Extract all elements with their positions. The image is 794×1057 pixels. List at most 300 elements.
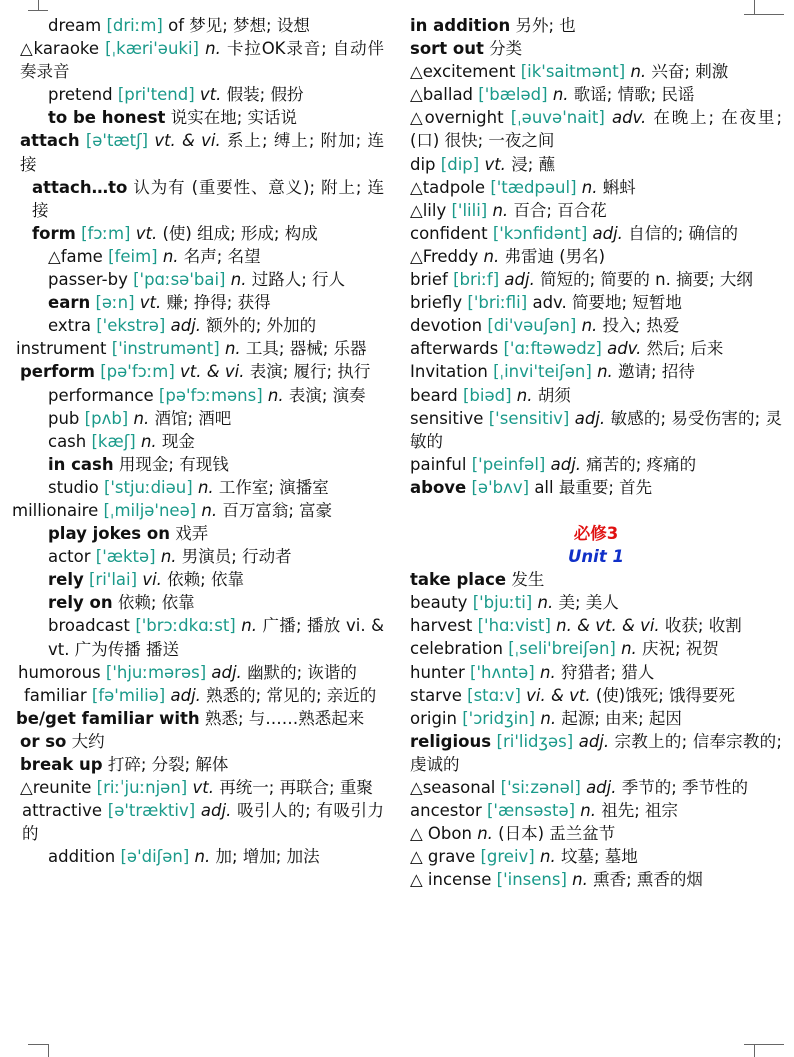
vocab-entry [12, 384, 384, 407]
entry-definition: 坟墓; 墓地 [560, 847, 638, 867]
entry-definition: 美; 美人 [558, 593, 619, 613]
entry-pos: vi. & vt. [526, 685, 591, 705]
entry-word: rely [48, 570, 84, 590]
entry-pos: n. & vt. & vi. [556, 616, 660, 636]
entry-definition: 卡拉OK录音; 自动伴奏录音 [20, 39, 385, 82]
vocab-entry [410, 453, 782, 476]
vocab-list-unit1 [410, 568, 782, 891]
entry-phonetic: [riːˈjuːnjən] [96, 778, 188, 798]
entry-phonetic: [driːm] [106, 16, 163, 35]
entry-word: △karaoke [20, 39, 100, 59]
entry-word: afterwards [410, 339, 499, 359]
vocab-entry [410, 106, 782, 152]
entry-phonetic: ['æktə] [95, 547, 156, 567]
vocab-entry [410, 407, 782, 453]
entry-word: earn [48, 293, 91, 313]
entry-phonetic: ['kɔnfidənt] [492, 223, 588, 243]
entry-word: be/get familiar with [16, 708, 200, 728]
crop-mark [744, 1044, 784, 1045]
vocab-entry [12, 430, 384, 453]
entry-phonetic: [ə'træktiv] [107, 801, 196, 821]
entry-pos: n. [230, 270, 247, 290]
vocab-entry [410, 822, 782, 845]
entry-word: Invitation [410, 362, 488, 382]
entry-definition: 收获; 收割 [664, 616, 742, 636]
vocab-entry [12, 799, 384, 845]
entry-definition: 赚; 挣得; 获得 [166, 293, 271, 313]
entry-phonetic: ['pɑːsə'bai] [133, 270, 226, 290]
entry-word: form [32, 223, 76, 243]
entry-word: sensitive [410, 408, 484, 428]
entry-definition: 自信的; 确信的 [628, 223, 738, 243]
entry-pos: adj. [200, 801, 232, 821]
entry-word: broadcast [48, 616, 130, 636]
entry-pos: adj. [170, 316, 202, 336]
entry-definition: 分类 [489, 39, 523, 59]
entry-definition: 胡须 [537, 385, 571, 405]
entry-definition: 广播; 播放 vi. & vt. 广为传播 播送 [48, 616, 384, 659]
entry-phonetic: [ˌinvi'teiʃən] [493, 362, 592, 382]
entry-word: performance [48, 385, 154, 405]
entry-phonetic: ['instrumənt] [111, 339, 220, 359]
vocab-entry [12, 499, 384, 522]
entry-definition: 系上; 缚上; 附加; 连接 [20, 131, 384, 174]
entry-definition: 祖先; 祖宗 [601, 801, 679, 821]
vocab-entry [410, 360, 782, 383]
entry-pos: n. [572, 870, 588, 890]
entry-phonetic: ['lili] [451, 200, 488, 220]
entry-pos: vt. & vi. [154, 131, 221, 151]
vocab-entry [12, 476, 384, 499]
entry-phonetic: ['sensitiv] [488, 408, 570, 428]
entry-phonetic: [ˌkæri'əuki] [105, 39, 199, 59]
entry-definition: 邀请; 招待 [618, 362, 695, 382]
entry-definition: 简短的; 简要的 n. 摘要; 大纲 [540, 270, 753, 290]
unit-title: Unit 1 [568, 547, 624, 567]
vocab-entry [12, 522, 384, 545]
entry-word: pub [48, 408, 80, 428]
entry-definition: 痛苦的; 疼痛的 [586, 454, 697, 474]
entry-pos: n. [580, 801, 596, 821]
entry-definition: 浸; 蘸 [511, 154, 555, 174]
entry-word: briefly [410, 293, 463, 313]
entry-pos: n. [201, 500, 218, 520]
entry-word: △reunite [20, 778, 92, 798]
entry-definition: 投入; 热爱 [602, 316, 680, 336]
entry-pos: n. [160, 547, 177, 567]
entry-pos: adj. [586, 778, 617, 797]
vocab-entry [12, 661, 384, 684]
entry-definition: 兴奋; 刺激 [651, 62, 729, 82]
entry-definition: 百合; 百合花 [513, 200, 607, 220]
vocab-entry [410, 14, 782, 37]
entry-word: painful [410, 454, 467, 474]
entry-word: humorous [18, 662, 101, 682]
entry-pos: n. [267, 385, 284, 405]
entry-pos: adj. [211, 662, 242, 682]
entry-definition: 额外的; 外加的 [206, 316, 317, 336]
entry-word: religious [410, 731, 492, 751]
entry-pos: adj. [578, 731, 610, 751]
crop-mark [28, 1044, 48, 1045]
vocab-entry [410, 222, 782, 245]
entry-phonetic: [briːf] [453, 270, 500, 290]
entry-word: take place [410, 570, 507, 590]
entry-word: dream [48, 16, 102, 35]
entry-word: break up [20, 755, 103, 774]
entry-phonetic: [fə'miliə] [91, 685, 166, 705]
entry-definition: 依赖; 依靠 [117, 593, 195, 613]
vocab-entry [12, 360, 384, 383]
entry-word: △tadpole [410, 177, 486, 197]
entry-word: △ballad [410, 85, 474, 105]
vocab-entry [410, 37, 782, 60]
vocab-entry [410, 776, 782, 799]
entry-phonetic: [fɔːm] [81, 223, 131, 243]
entry-pos: n. [552, 85, 569, 105]
entry-word: starve [410, 685, 462, 705]
entry-phonetic: ['insens] [496, 870, 567, 890]
entry-word: sort out [410, 39, 484, 59]
entry-phonetic: [ik'saitmənt] [520, 62, 626, 82]
entry-definition: 酒馆; 酒吧 [154, 408, 232, 428]
entry-phonetic: [ˌseli'breiʃən] [508, 639, 616, 659]
vocab-entry [12, 245, 384, 268]
entry-definition: 起源; 由来; 起因 [561, 708, 682, 728]
entry-definition: 熟悉的; 常见的; 亲近的 [206, 685, 377, 705]
entry-pos: adj. [504, 270, 535, 290]
vocab-entry [410, 337, 782, 360]
entry-phonetic: ['hʌntə] [470, 662, 535, 682]
entry-word: dip [410, 154, 436, 174]
entry-definition: 百万富翁; 富豪 [222, 500, 333, 520]
entry-word: cash [48, 431, 87, 451]
vocab-entry [12, 591, 384, 614]
entry-pos: vt. [192, 778, 214, 798]
entry-phonetic: ['hjuːmərəs] [105, 662, 207, 682]
entry-definition: 名声; 名望 [183, 246, 261, 266]
entry-word: above [410, 477, 467, 497]
entry-phonetic: [greiv] [480, 847, 535, 867]
entry-word: beauty [410, 593, 468, 613]
entry-definition: 打碎; 分裂; 解体 [107, 755, 229, 774]
entry-definition: 宗教上的; 信奉宗教的; 虔诚的 [410, 731, 782, 774]
vocab-entry [410, 614, 782, 637]
vocab-entry [410, 868, 782, 891]
vocab-list-top [410, 14, 782, 499]
vocab-entry [12, 453, 384, 476]
entry-word: △excitement [410, 62, 516, 82]
vocab-entry [410, 730, 782, 776]
vocab-entry [410, 291, 782, 314]
entry-definition: 狩猎者; 猎人 [560, 662, 655, 682]
entry-definition: adv. 简要地; 短暂地 [532, 293, 682, 313]
entry-definition: 加; 增加; 加法 [215, 847, 320, 867]
entry-definition: 现金 [161, 431, 195, 451]
entry-pos: adv. [607, 339, 642, 359]
entry-phonetic: [pə'fɔːməns] [158, 385, 263, 405]
entry-word: rely on [48, 593, 113, 613]
entry-word: in addition [410, 16, 511, 35]
entry-pos: n. [477, 824, 493, 844]
entry-pos: n. [516, 385, 533, 405]
entry-pos: n. [133, 408, 150, 428]
vocab-entry [410, 314, 782, 337]
entry-definition: 然后; 后来 [646, 339, 724, 359]
entry-phonetic: [ˌəuvə'nait] [510, 108, 605, 128]
vocab-entry [12, 730, 384, 753]
vocab-entry [410, 845, 782, 868]
entry-pos: vi. [142, 570, 162, 590]
vocab-entry [12, 222, 384, 245]
entry-word: origin [410, 708, 457, 728]
entry-definition: 认为有 (重要性、意义); 附上; 连接 [32, 177, 384, 220]
entry-word: △lily [410, 200, 447, 220]
vocab-entry [410, 176, 782, 199]
entry-definition: 在晚上; 在夜里; (口) 很快; 一夜之间 [410, 108, 783, 151]
entry-pos: n. [197, 477, 214, 497]
entry-word: to be honest [48, 108, 166, 128]
entry-pos: adj. [574, 408, 606, 428]
entry-definition: 表演; 演奏 [288, 385, 366, 405]
entry-definition: 季节的; 季节性的 [621, 778, 749, 797]
entry-definition: 发生 [511, 570, 545, 590]
entry-phonetic: ['siːzənəl] [500, 778, 581, 797]
entry-phonetic: ['bæləd] [478, 85, 548, 105]
entry-definition: 用现金; 有现钱 [118, 454, 229, 474]
entry-definition: (使)饿死; 饿得要死 [595, 685, 736, 705]
vocab-entry [12, 845, 384, 868]
entry-pos: n. [205, 39, 221, 59]
entry-definition: 戏弄 [175, 524, 209, 544]
vocab-entry [12, 129, 384, 175]
entry-phonetic: [ə'tætʃ] [85, 131, 149, 151]
vocab-entry [12, 37, 384, 83]
entry-pos: n. [241, 616, 257, 636]
entry-word: instrument [16, 339, 107, 359]
entry-pos: vt. [139, 293, 162, 313]
entry-word: △ grave [410, 847, 476, 867]
entry-word: brief [410, 270, 448, 290]
entry-pos: n. [483, 246, 500, 266]
entry-pos: adj. [592, 223, 623, 243]
entry-word: attractive [22, 801, 102, 821]
entry-word: actor [48, 547, 91, 567]
section-title: 必修3 [573, 523, 619, 543]
vocab-entry [410, 268, 782, 291]
entry-word: △fame [48, 246, 103, 266]
entry-pos: n. [581, 177, 598, 197]
crop-mark [28, 10, 48, 11]
entry-word: millionaire [12, 500, 99, 520]
vocab-entry [12, 614, 384, 660]
vocab-entry [12, 753, 384, 776]
vocab-entry [12, 707, 384, 730]
entry-definition: 工具; 器械; 乐器 [245, 339, 367, 359]
entry-phonetic: [ˌmiljə'neə] [103, 500, 197, 520]
entry-phonetic: ['ekstrə] [96, 316, 166, 336]
entry-word: play jokes on [48, 524, 170, 544]
entry-pos: n. [540, 662, 556, 682]
entry-definition: 熟悉; 与……熟悉起来 [204, 708, 365, 728]
entry-pos: adv. [611, 108, 647, 128]
entry-phonetic: [kæʃ] [91, 431, 136, 451]
vocab-entry [410, 637, 782, 660]
vocab-entry [410, 199, 782, 222]
entry-word: △seasonal [410, 778, 496, 797]
entry-word: pretend [48, 85, 113, 105]
entry-definition: 熏香; 熏香的烟 [593, 870, 703, 890]
entry-definition: 男演员; 行动者 [181, 547, 292, 567]
vocab-entry [12, 684, 384, 707]
entry-pos: n. [581, 316, 598, 336]
entry-definition: 庆祝; 祝贺 [642, 639, 719, 659]
crop-mark [754, 1044, 755, 1057]
vocab-entry [410, 476, 782, 499]
entry-phonetic: [pʌb] [84, 408, 129, 428]
entry-definition: 说实在地; 实话说 [170, 108, 298, 128]
entry-phonetic: ['ænsəstə] [487, 801, 576, 821]
entry-pos: n. [194, 847, 211, 867]
entry-phonetic: [di'vəuʃən] [487, 316, 577, 336]
entry-pos: n. [224, 339, 241, 359]
vocab-entry [12, 776, 384, 799]
vocab-entry [12, 268, 384, 291]
vocab-entry [410, 661, 782, 684]
entry-pos: n. [621, 639, 637, 659]
entry-definition: 敏感的; 易受伤害的; 灵敏的 [410, 408, 783, 451]
left-vocab-column [12, 14, 384, 868]
vocab-entry [410, 799, 782, 822]
vocab-entry [410, 153, 782, 176]
entry-definition: 大约 [71, 731, 105, 751]
entry-word: passer-by [48, 270, 128, 290]
entry-phonetic: [ə'diʃən] [120, 847, 190, 867]
entry-phonetic: [feim] [108, 246, 158, 266]
entry-word: perform [20, 362, 95, 382]
entry-word: familiar [24, 685, 87, 705]
entry-phonetic: ['brɔːdkɑːst] [135, 616, 236, 636]
entry-phonetic: [stɑːv] [467, 685, 521, 705]
entry-pos: adj. [170, 685, 201, 705]
vocab-entry [410, 245, 782, 268]
entry-word: studio [48, 477, 99, 497]
entry-phonetic: ['ɔridʒin] [462, 708, 536, 728]
entry-definition: all 最重要; 首先 [534, 477, 653, 497]
entry-phonetic: [pri'tend] [117, 85, 195, 105]
entry-definition: 吸引人的; 有吸引力的 [22, 801, 385, 844]
entry-word: celebration [410, 639, 503, 659]
vocab-entry [410, 707, 782, 730]
right-vocab-column [410, 14, 782, 891]
entry-word: ancestor [410, 801, 482, 821]
entry-phonetic: [ə'bʌv] [471, 477, 530, 497]
entry-definition: 表演; 履行; 执行 [249, 362, 371, 382]
entry-word: in cash [48, 454, 114, 474]
crop-mark [754, 0, 755, 14]
entry-pos: adj. [550, 454, 582, 474]
vocab-entry [12, 314, 384, 337]
entry-definition: 歌谣; 情歌; 民谣 [573, 85, 695, 105]
entry-pos: vt. [484, 154, 506, 174]
entry-word: △overnight [410, 108, 504, 128]
vocab-entry [410, 60, 782, 83]
entry-definition: 过路人; 行人 [251, 270, 345, 290]
entry-phonetic: [biəd] [462, 385, 512, 405]
entry-definition: 蝌蚪 [602, 177, 636, 197]
entry-pos: vt. [199, 85, 222, 105]
vocab-entry [12, 545, 384, 568]
vocab-entry [410, 568, 782, 591]
vocab-entry [410, 384, 782, 407]
entry-word: △ Obon [410, 824, 472, 844]
entry-definition: 依赖; 依靠 [167, 570, 244, 590]
entry-phonetic: [dip] [440, 154, 480, 174]
entry-word: confident [410, 223, 488, 243]
entry-word: attach [20, 131, 80, 151]
vocab-entry [12, 106, 384, 129]
entry-pos: n. [540, 847, 556, 867]
entry-phonetic: [pə'fɔːm] [100, 362, 175, 382]
entry-phonetic: [ri'lai] [89, 570, 138, 590]
entry-phonetic: ['stjuːdiəu] [103, 477, 193, 497]
entry-pos: vt. & vi. [180, 362, 245, 382]
entry-pos: n. [162, 246, 179, 266]
entry-definition: 假装; 假扮 [226, 85, 304, 105]
entry-pos: n. [630, 62, 647, 82]
entry-phonetic: [ri'lidʒəs] [496, 731, 574, 751]
entry-phonetic: ['briːfli] [467, 293, 528, 313]
entry-definition: (使) 组成; 形成; 构成 [162, 223, 318, 243]
entry-pos: vt. [135, 223, 158, 243]
entry-definition: 弗雷迪 (男名) [504, 246, 606, 266]
entry-word: extra [48, 316, 91, 336]
vocab-entry [410, 591, 782, 614]
vocab-entry [12, 337, 384, 360]
entry-phonetic: ['bjuːti] [472, 593, 533, 613]
entry-pos: n. [140, 431, 157, 451]
vocab-entry [12, 407, 384, 430]
entry-word: devotion [410, 316, 483, 336]
vocab-entry [410, 83, 782, 106]
entry-phonetic: ['hɑːvist] [477, 616, 551, 636]
entry-pos: n. [537, 593, 554, 613]
entry-phonetic: [əːn] [95, 293, 135, 313]
entry-word: attach…to [32, 177, 128, 197]
entry-pos: n. [597, 362, 613, 382]
entry-definition: (日本) 盂兰盆节 [498, 824, 616, 844]
crop-mark [48, 1044, 49, 1057]
vocab-entry [12, 291, 384, 314]
entry-word: △ incense [410, 870, 492, 890]
entry-word: or so [20, 731, 67, 751]
entry-definition: of 梦见; 梦想; 设想 [168, 16, 310, 35]
crop-mark [38, 0, 39, 10]
entry-pos: n. [540, 708, 557, 728]
vocab-entry [12, 568, 384, 591]
vocab-entry [12, 176, 384, 222]
vocab-entry [410, 684, 782, 707]
entry-phonetic: ['peinfəl] [471, 454, 546, 474]
entry-word: beard [410, 385, 458, 405]
entry-word: addition [48, 847, 116, 867]
entry-phonetic: ['ɑːftəwədz] [503, 339, 602, 359]
entry-pos: n. [492, 200, 509, 220]
entry-definition: 另外; 也 [515, 16, 576, 35]
entry-definition: 工作室; 演播室 [218, 477, 329, 497]
entry-word: harvest [410, 616, 473, 636]
entry-phonetic: ['tædpəul] [490, 177, 577, 197]
